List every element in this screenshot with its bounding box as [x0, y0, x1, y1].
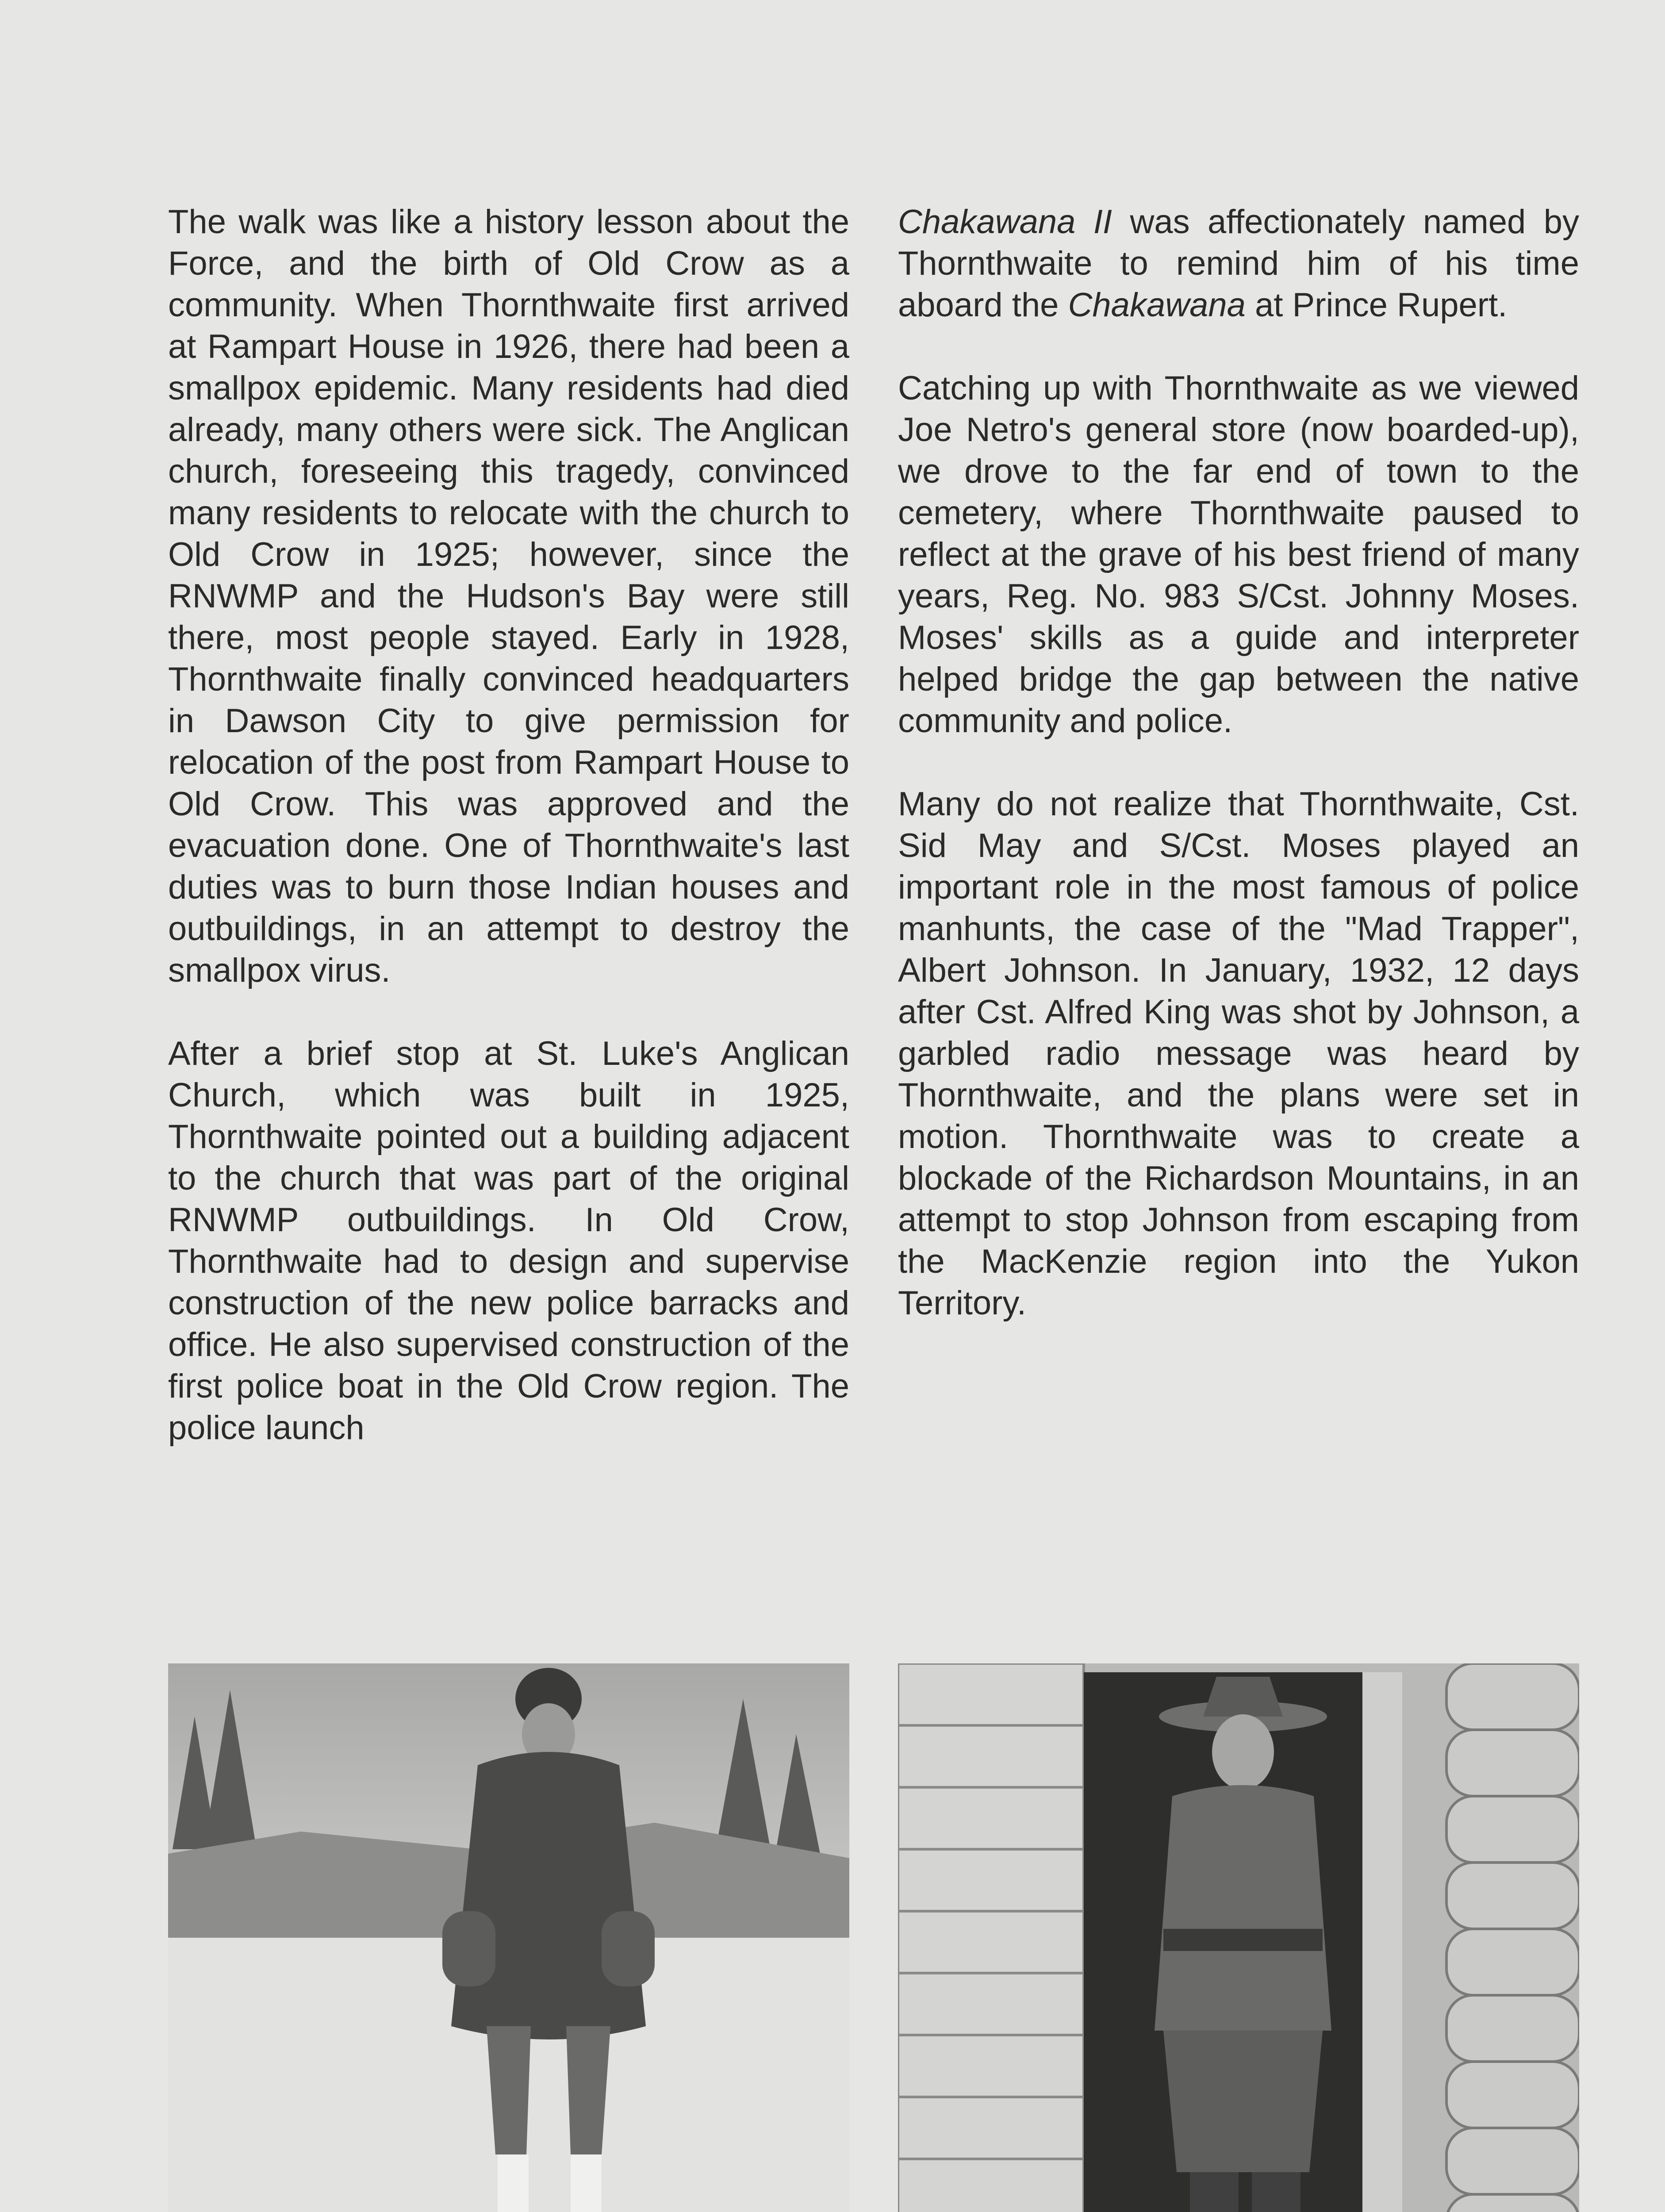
paragraph: The walk was like a history lesson about the Force, and the birth of Old Crow as a community. When Thornthwaite first arrived at Rampart House in 1926, there had been a smallpox epidemic. Many residents had died already, many others were sick. The Anglican church, foreseeing this tragedy, convinced many residents to relocate with the church to Old Crow in 1925; however, since the RNWMP and the Hudson's Bay were still there, most people stayed. Early in 1928, Thornthwaite finally convinced headquarters in Dawson City to give permission for relocation of the post from Rampart House to Old Crow. This was approved and the evacuation done. One of Thornthwaite's last duties was to burn those Indian houses and outbuildings, in an attempt to destroy the smallpox virus.	[168, 203, 849, 989]
paragraph: Catching up with Thornthwaite as we viewed Joe Netro's general store (now boarded-up), we drove to the far end of town to the cemetery, where Thornthwaite paused to reflect at the grave of his best friend of many years, Reg. No. 983 S/Cst. Johnny Moses. Moses' skills as a guide and interpreter helped bridge the gap between the native community and police.	[898, 369, 1579, 740]
left-column	[168, 201, 849, 1490]
text-run: at Prince Rupert.	[1245, 286, 1508, 324]
right-column	[898, 201, 1579, 1366]
photo-sid-may	[898, 1663, 1579, 2212]
paragraph	[898, 201, 1579, 326]
italic-ship-name: Chakawana	[1068, 286, 1246, 324]
text-run: was affectionately named by Thornthwaite to remind him of his time aboard the	[898, 203, 1579, 324]
paragraph: Many do not realize that Thornthwaite, Cst. Sid May and S/Cst. Moses played an important role in the most famous of police manhunts, the case of the "Mad Trapper", Albert Johnson. In January, 1932, 12 days after Cst. Alfred King was shot by Johnson, a garbled radio message was heard by Thornthwaite, and the plans were set in motion. Thornthwaite was to create a blockade of the Richardson Mountains, in an attempt to stop Johnson from escaping from the MacKenzie region into the Yukon Territory.	[898, 785, 1579, 1322]
photo-thornthwaite-image	[168, 1663, 849, 2212]
photo-thornthwaite	[168, 1663, 849, 2212]
paragraph: After a brief stop at St. Luke's Anglican Church, which was built in 1925, Thornthwaite pointed out a building adjacent to the church that was part of the original RNWMP outbuildings. In Old Crow, Thornthwaite had to design and supervise construction of the new police barracks and office. He also supervised construction of the first police boat in the Old Crow region. The police launch	[168, 1035, 849, 1447]
italic-boat-name: Chakawana II	[898, 203, 1113, 241]
photo-sid-may-image	[898, 1663, 1579, 2212]
